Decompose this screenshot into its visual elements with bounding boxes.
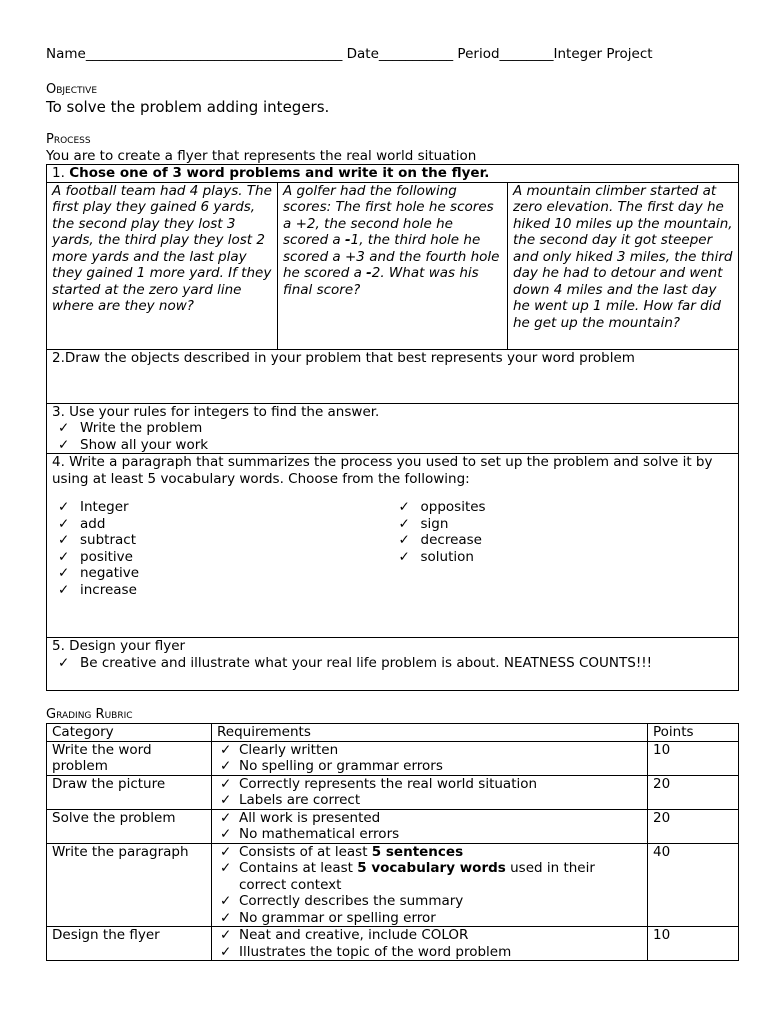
- req-text: Consists of at least: [239, 843, 372, 860]
- column-header-category: Category: [47, 724, 212, 742]
- rubric-category: Solve the problem: [47, 809, 212, 843]
- req-text: used in their: [505, 860, 595, 876]
- requirement-item: ✓ Correctly describes the summary: [239, 893, 642, 910]
- worksheet-page: [46, 44, 738, 961]
- step1-row: [47, 165, 739, 183]
- vocabulary-list: [52, 499, 733, 598]
- vocab-item: ✓ add: [80, 516, 393, 533]
- vocab-item: ✓ Integer: [80, 499, 393, 516]
- grading-rubric-table: [46, 723, 739, 961]
- step3-text: 3. Use your rules for integers to find the answer.: [52, 403, 380, 420]
- step4-text: 4. Write a paragraph that summarizes the process you used to set up the problem and solve it by using at least 5 vocabulary words. Choose from the following:: [52, 454, 713, 487]
- step2-row: [47, 349, 739, 403]
- checklist-item: ✓ Show all your work: [80, 437, 733, 454]
- step1-title: Chose one of 3 word problems and write it on the flyer.: [69, 165, 490, 181]
- vocab-item: ✓ solution: [421, 549, 734, 566]
- rubric-row: [47, 843, 739, 927]
- step5-checklist: [52, 655, 733, 672]
- vocab-item: ✓ sign: [421, 516, 734, 533]
- rubric-header-row: [47, 724, 739, 742]
- step5-text: 5. Design your flyer: [52, 638, 186, 654]
- step1-number: 1.: [52, 165, 65, 181]
- requirement-item: [239, 844, 642, 861]
- step3-checklist: [52, 420, 733, 453]
- word-problems-row: [47, 182, 739, 349]
- requirement-item: ✓ No grammar or spelling error: [239, 910, 642, 927]
- golfer-problem: [278, 182, 508, 349]
- name-date-period-line: Name______________________________________ Date___________ Period________Integer Project: [46, 46, 653, 62]
- vocab-item: ✓ negative: [80, 565, 393, 582]
- requirement-item: [239, 860, 642, 893]
- requirement-item: ✓ Illustrates the topic of the word problem: [239, 944, 642, 961]
- req-emphasis: 5 sentences: [371, 843, 464, 860]
- req-text: Contains at least: [239, 860, 358, 876]
- requirement-item: ✓ No spelling or grammar errors: [239, 758, 642, 775]
- column-header-points: Points: [648, 724, 739, 742]
- requirement-item: ✓ Labels are correct: [239, 792, 642, 809]
- rubric-requirements: [217, 810, 642, 843]
- grading-rubric-heading: Grading Rubric: [46, 707, 133, 722]
- vocab-item: ✓ increase: [80, 582, 393, 599]
- requirement-item: ✓ Correctly represents the real world situation: [239, 776, 642, 793]
- vocabulary-column-left: [52, 499, 393, 598]
- vocabulary-column-right: [393, 499, 734, 598]
- rubric-points: 20: [648, 809, 739, 843]
- req-emphasis: 5 vocabulary words: [357, 860, 506, 876]
- req-text: correct context: [239, 876, 342, 893]
- requirement-item: ✓ All work is presented: [239, 810, 642, 827]
- rubric-row: [47, 775, 739, 809]
- column-header-requirements: Requirements: [212, 724, 648, 742]
- process-heading: Process: [46, 132, 91, 147]
- step5-row: [47, 638, 739, 691]
- rubric-row: [47, 927, 739, 961]
- requirement-item: ✓ Neat and creative, include COLOR: [239, 927, 642, 944]
- rubric-category: Write the word problem: [47, 741, 212, 775]
- vocab-item: ✓ subtract: [80, 532, 393, 549]
- step3-row: [47, 403, 739, 454]
- checklist-item: ✓ Be creative and illustrate what your real life problem is about. NEATNESS COUNTS!!!: [80, 655, 733, 672]
- process-table: [46, 164, 739, 691]
- mountain-problem: A mountain climber started at zero elevation. The first day he hiked 10 miles up the mountain, the second day it got steeper and only hiked 3 miles, the third day he had to detour and went down 4 miles and the last day he went up 1 mile. How far did he get up the mountain?: [508, 182, 739, 349]
- objective-text: To solve the problem adding integers.: [46, 98, 330, 116]
- requirement-item: ✓ Clearly written: [239, 742, 642, 759]
- rubric-row: [47, 809, 739, 843]
- vocab-item: ✓ decrease: [421, 532, 734, 549]
- rubric-points: 10: [648, 927, 739, 961]
- rubric-points: 20: [648, 775, 739, 809]
- rubric-category: Write the paragraph: [47, 843, 212, 927]
- vocab-item: ✓ positive: [80, 549, 393, 566]
- objective-heading: Objective: [46, 82, 98, 97]
- checklist-item: ✓ Write the problem: [80, 420, 733, 437]
- rubric-row: [47, 741, 739, 775]
- rubric-points: 10: [648, 741, 739, 775]
- golfer-text-e: 2. What was his final score?: [283, 265, 479, 298]
- football-problem: A football team had 4 plays. The first play they gained 6 yards, the second play they lost 3 yards, the third play they lost 2 more yards and the last play they gained 1 more yard. If they started at the zero yard line where are they now?: [47, 182, 278, 349]
- golfer-minus-1: -: [345, 232, 351, 248]
- step2-text: 2.Draw the objects described in your problem that best represents your word problem: [47, 349, 739, 403]
- rubric-requirements: [217, 927, 642, 960]
- rubric-category: Design the flyer: [47, 927, 212, 961]
- golfer-minus-2: -: [366, 265, 372, 281]
- process-intro: You are to create a flyer that represents the real world situation: [46, 148, 477, 164]
- rubric-requirements: [217, 742, 642, 775]
- requirement-item: ✓ No mathematical errors: [239, 826, 642, 843]
- golfer-text-c: 1, the third hole he scored a +3 and the fourth hole he scored a: [283, 232, 500, 281]
- golfer-text-a: A golfer had the following scores: The first hole he scores a +2, the second hole he scored a: [283, 182, 494, 248]
- rubric-requirements: [217, 776, 642, 809]
- vocab-item: ✓ opposites: [421, 499, 734, 516]
- rubric-requirements: [217, 844, 642, 927]
- rubric-category: Draw the picture: [47, 775, 212, 809]
- rubric-points: 40: [648, 843, 739, 927]
- step4-row: [47, 454, 739, 638]
